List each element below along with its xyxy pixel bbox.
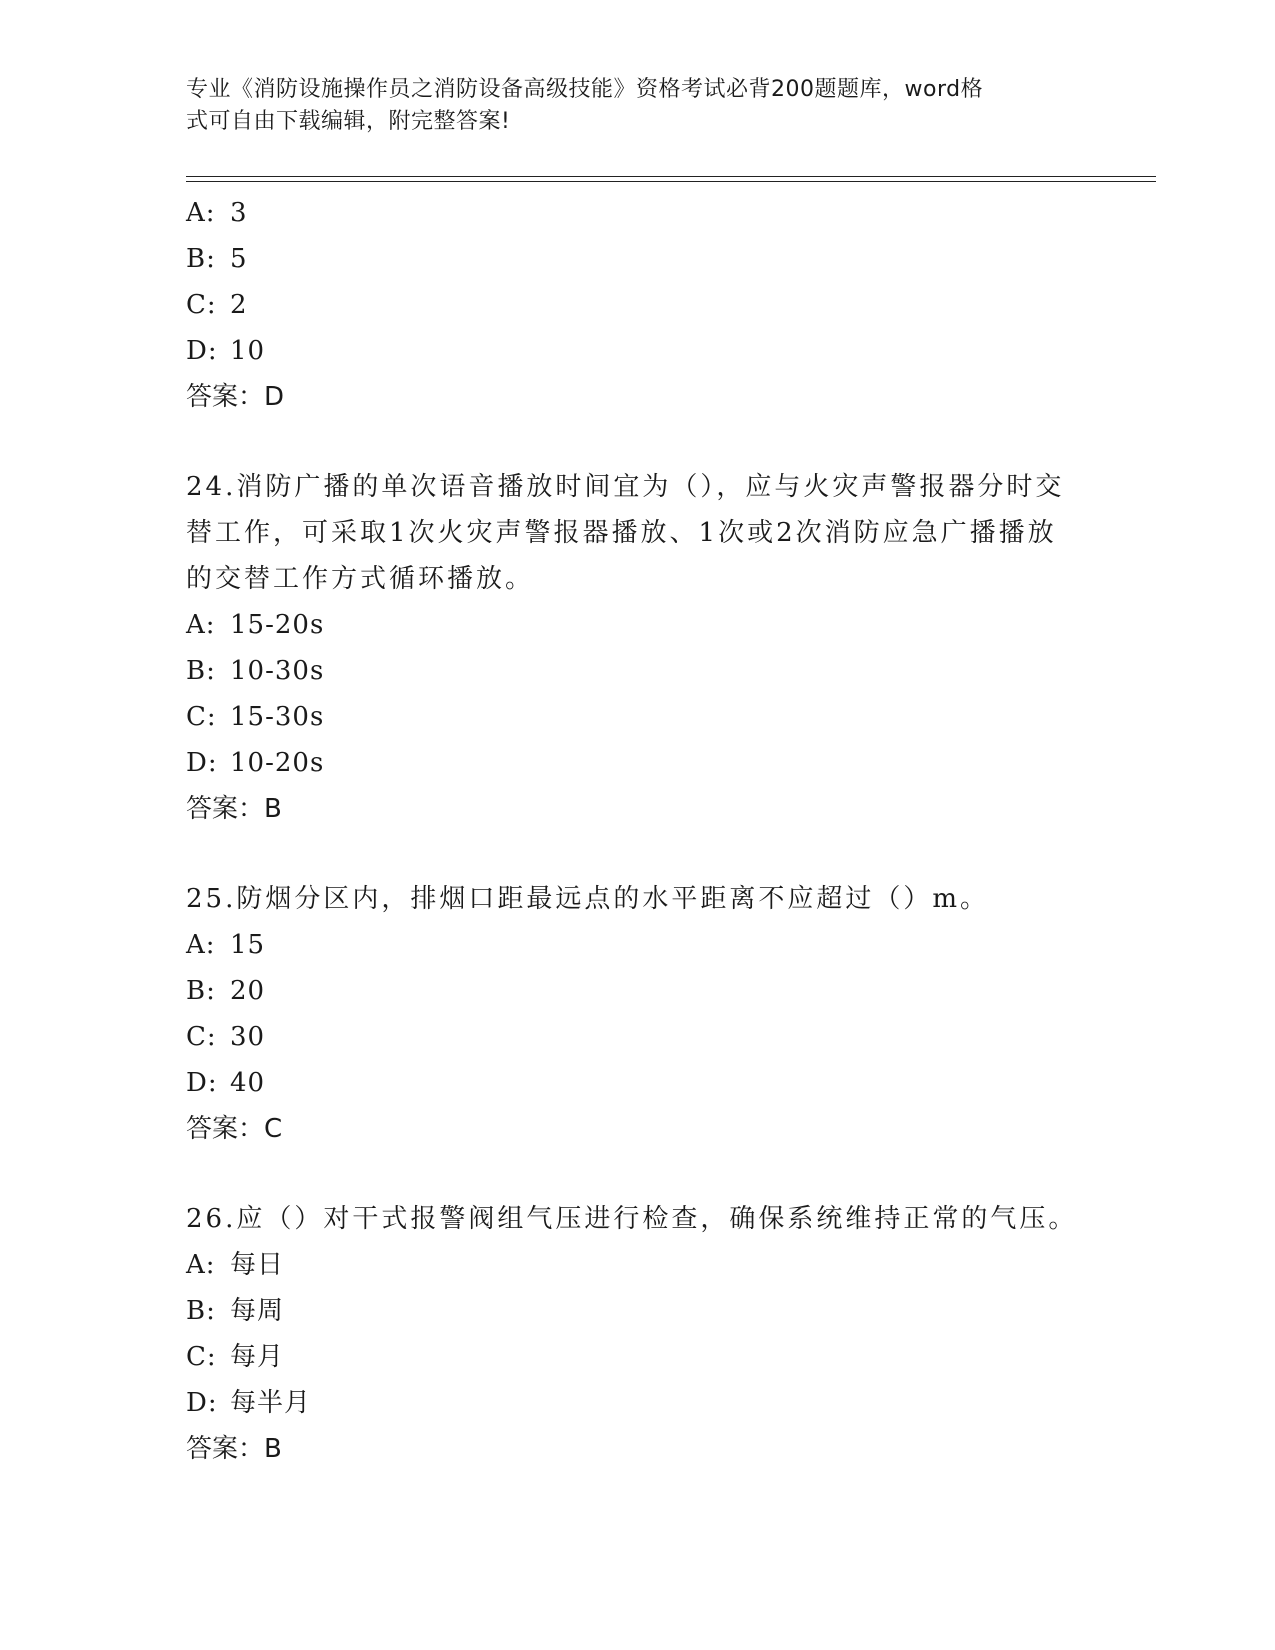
spacer (186, 1152, 1086, 1196)
answer-line: 答案：C (186, 1114, 283, 1144)
option-b (186, 968, 1086, 1014)
spacer (186, 420, 1086, 464)
option-text: 每月 (230, 1342, 285, 1372)
option-a (186, 190, 1086, 236)
option-text: 30 (230, 1022, 266, 1052)
header-divider-bottom (186, 181, 1156, 182)
option-label: A: (186, 930, 216, 960)
stem-line: 24.消防广播的单次语音播放时间宜为（），应与火灾声警报器分时交 (186, 472, 1065, 502)
answer-line: 答案：B (186, 794, 282, 824)
option-label: B: (186, 976, 216, 1006)
option-a (186, 1242, 1086, 1288)
spacer (186, 832, 1086, 876)
option-label: C: (186, 1342, 217, 1372)
option-label: D: (186, 1388, 218, 1418)
header-line-1: 专业《消防设施操作员之消防设备高级技能》资格考试必背200题题库，word格 (186, 77, 984, 102)
option-b (186, 236, 1086, 282)
option-text: 3 (230, 198, 248, 228)
option-text: 每周 (230, 1296, 285, 1326)
option-c (186, 1014, 1086, 1060)
option-label: B: (186, 656, 216, 686)
question-26 (186, 1196, 1086, 1472)
document-header (186, 74, 1066, 138)
stem-line: 25.防烟分区内，排烟口距最远点的水平距离不应超过（）m。 (186, 884, 990, 914)
stem-line: 的交替工作方式循环播放。 (186, 564, 535, 594)
option-text: 10-30s (230, 656, 325, 686)
option-text: 15-30s (230, 702, 325, 732)
question-25 (186, 876, 1086, 1152)
option-label: C: (186, 290, 217, 320)
option-label: B: (186, 244, 216, 274)
question-stem (186, 1196, 1086, 1242)
option-text: 15 (230, 930, 266, 960)
option-d (186, 328, 1086, 374)
option-text: 5 (230, 244, 248, 274)
option-text: 2 (230, 290, 248, 320)
question-list (186, 190, 1086, 1472)
option-text: 40 (230, 1068, 266, 1098)
option-text: 10 (230, 336, 266, 366)
option-a (186, 922, 1086, 968)
option-d (186, 1380, 1086, 1426)
option-text: 每半月 (230, 1388, 312, 1418)
option-text: 20 (230, 976, 266, 1006)
option-label: C: (186, 702, 217, 732)
option-label: D: (186, 1068, 218, 1098)
option-text: 每日 (230, 1250, 285, 1280)
option-text: 15-20s (230, 610, 325, 640)
option-c (186, 1334, 1086, 1380)
option-label: C: (186, 1022, 217, 1052)
option-d (186, 1060, 1086, 1106)
question-stem (186, 876, 1086, 922)
stem-line: 26.应（）对干式报警阀组气压进行检查，确保系统维持正常的气压。 (186, 1204, 1078, 1234)
option-label: A: (186, 198, 216, 228)
stem-line: 替工作，可采取1次火灾声警报器播放、1次或2次消防应急广播播放 (186, 518, 1057, 548)
option-b (186, 648, 1086, 694)
option-label: A: (186, 1250, 216, 1280)
option-label: D: (186, 748, 218, 778)
question-stem (186, 464, 1086, 602)
option-b (186, 1288, 1086, 1334)
option-c (186, 282, 1086, 328)
answer-line: 答案：B (186, 1434, 282, 1464)
question-23 (186, 190, 1086, 420)
option-text: 10-20s (230, 748, 325, 778)
option-d (186, 740, 1086, 786)
header-line-2: 式可自由下载编辑，附完整答案! (186, 109, 511, 134)
answer-line: 答案：D (186, 382, 285, 412)
question-24 (186, 464, 1086, 832)
option-label: A: (186, 610, 216, 640)
option-label: B: (186, 1296, 216, 1326)
header-divider-top (186, 176, 1156, 177)
option-a (186, 602, 1086, 648)
option-label: D: (186, 336, 218, 366)
option-c (186, 694, 1086, 740)
